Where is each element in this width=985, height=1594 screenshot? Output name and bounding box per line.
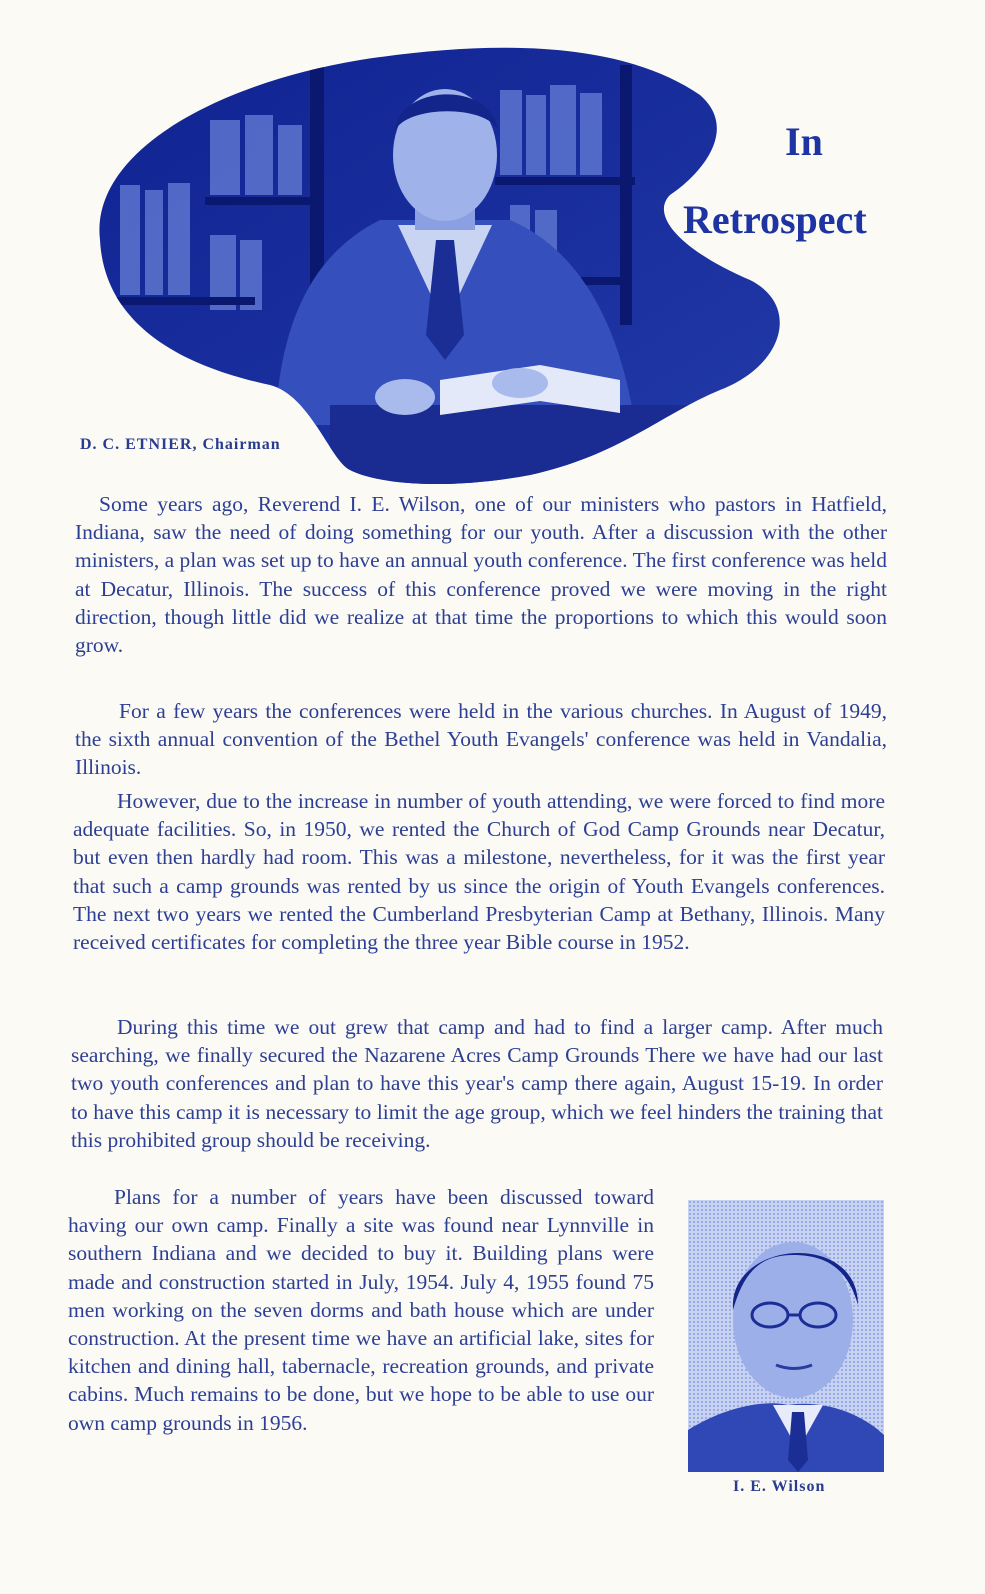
paragraph-3: However, due to the increase in number of youth attending, we were forced to find more adequate facilities. So, in 1950, we rented the Church of God Camp Grounds near Decatur, but even then hardly had room. This was a milestone, nevertheless, for it was the first year that such a camp grounds was rented by us since the origin of Youth Evangels conferences. The next two years we rented the Cumberland Presbyterian Camp at Bethany, Illinois. Many received certificates for completing the three year Bible course in 1952. [73,789,885,955]
chairman-caption: D. C. ETNIER, Chairman [80,436,281,453]
chairman-photo [60,35,800,490]
title-line-retrospect: Retrospect [683,197,867,242]
paragraph-4: During this time we out grew that camp and had to find a larger camp. After much searching, we finally secured the Nazarene Acres Camp Grounds There we have had our last two youth conferences and plan to have this year's camp there again, August 15-19. In order to have this camp it is necessary to limit the age group, which we feel hinders the training that this prohibited group should be receiving. [71,1015,883,1152]
title-line-in: In [785,119,823,164]
wilson-portrait-photo [688,1200,884,1472]
paragraph-1: Some years ago, Reverend I. E. Wilson, one of our ministers who pastors in Hatfield, Indiana, saw the need of doing something for our youth. After a discussion with the other ministers, a plan was set up to have an annual youth conference. The first conference was held at Decatur, Illinois. The success of this conference proved we were moving in the right direction, though little did we realize at that time the proportions to which this would soon grow. [75,492,887,658]
paragraph-5: Plans for a number of years have been discussed toward having our own camp. Finally a site was found near Lynnville in southern Indiana and we decided to buy it. Building plans were made and construction started in July, 1954. July 4, 1955 found 75 men working on the seven dorms and bath house which are under construction. At the present time we have an artificial lake, sites for kitchen and dining hall, tabernacle, recreation grounds, and private cabins. Much remains to be done, but we hope to be able to use our own camp grounds in 1956. [68,1185,654,1435]
wilson-caption: I. E. Wilson [733,1478,826,1495]
paragraph-2: For a few years the conferences were held in the various churches. In August of 1949, the sixth annual convention of the Bethel Youth Evangels' conference was held in Vandalia, Illinois. [75,699,887,780]
